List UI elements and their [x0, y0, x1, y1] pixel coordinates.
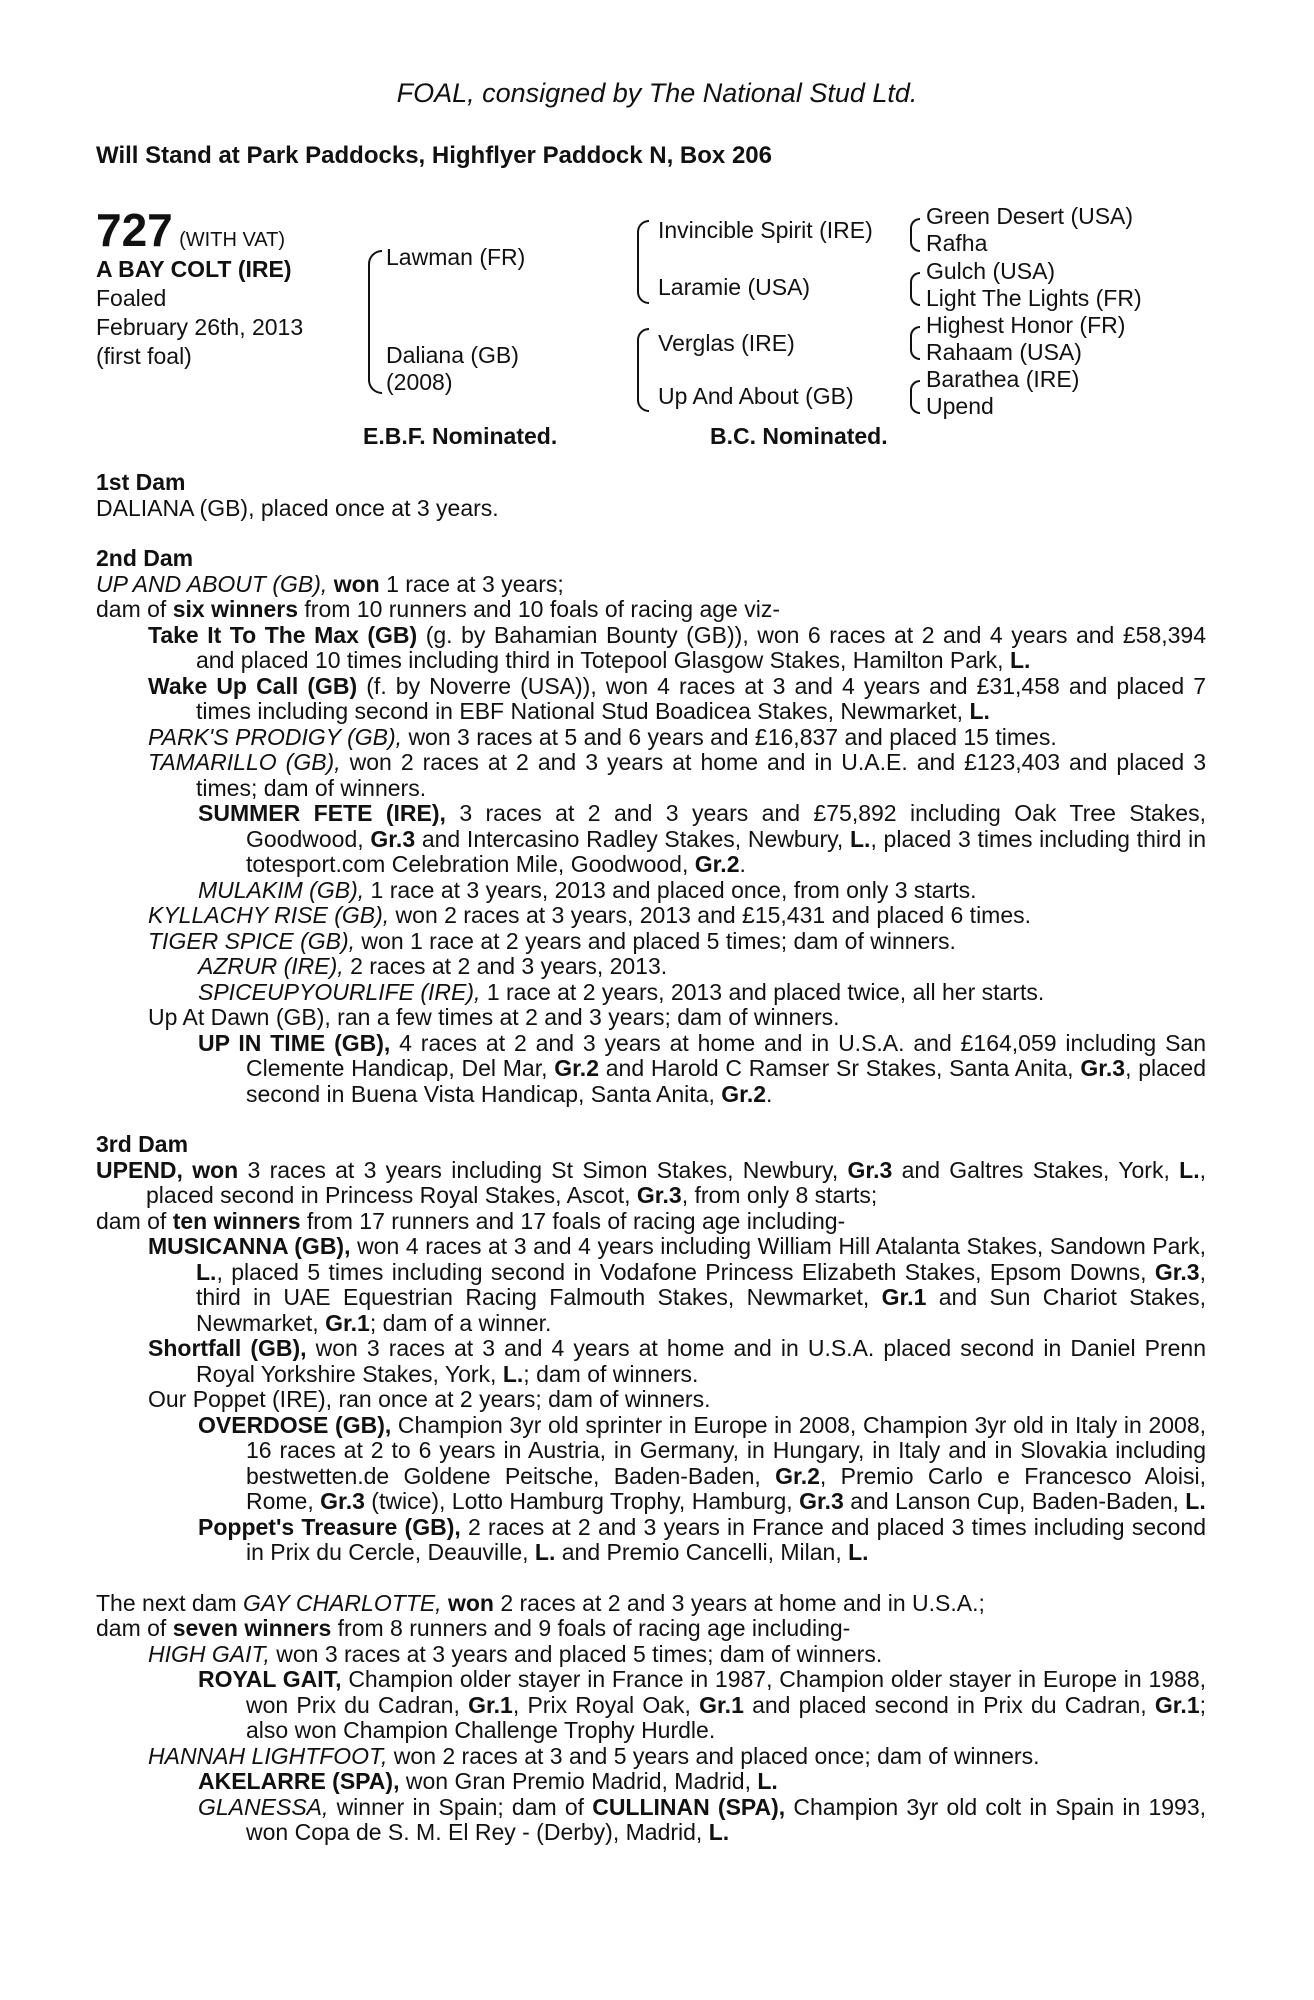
pedigree-brace-g3: [910, 326, 920, 360]
grandsire-2: Gulch (USA): [926, 258, 1056, 284]
list-item: AZRUR (IRE), 2 races at 2 and 3 years, 2013.: [198, 953, 668, 979]
list-item: OVERDOSE (GB), Champion 3yr old sprinter in Europe in 2008, Champion 3yr old in Italy in 2008, 16 races at 2 to 6 years in Austria, in Germany, in Hungary, in Italy and in Slovakia including bestwetten.de Goldene Peitsche, Baden-Baden, Gr.2, Premio Carlo e Francesco Aloisi, Rome, Gr.3 (twice), Lotto Hamburg Trophy, Hamburg, Gr.3 and Lanson Cup, Baden-Baden, L.: [198, 1411, 1207, 1514]
list-item: MUSICANNA (GB), won 4 races at 3 and 4 years including William Hill Atalanta Stakes, Sandown Park, L., placed 5 times including second in Vodafone Princess Elizabeth Stakes, Epsom Downs, Gr.3, third in UAE Equestrian Racing Falmouth Stakes, Newmarket, Gr.1 and Sun Chariot Stakes, Newmarket, Gr.1; dam of a winner.: [148, 1233, 1206, 1336]
dam: Daliana (GB): [386, 342, 519, 368]
list-item: Poppet's Treasure (GB), 2 races at 2 and 3 years in France and placed 3 times including second in Prix du Cercle, Deauville, L. and Premio Cancelli, Milan, L.: [198, 1513, 1206, 1565]
granddam-4: Upend: [926, 393, 994, 419]
foal-note: (first foal): [96, 343, 192, 369]
pedigree-brace-sire: [637, 220, 649, 304]
list-item: Up At Dawn (GB), ran a few times at 2 and 3 years; dam of winners.: [148, 1004, 840, 1030]
granddam-3: Rahaam (USA): [926, 339, 1082, 365]
list-item: Take It To The Max (GB) (g. by Bahamian Bounty (GB)), won 6 races at 2 and 4 years and £58,394 and placed 10 times including third in Totepool Glasgow Stakes, Hamilton Park, L.: [148, 621, 1207, 673]
pedigree-brace-g4: [910, 380, 920, 414]
next-dam-produce-line: dam of seven winners from 8 runners and 9 foals of racing age including-: [96, 1615, 851, 1641]
third-dam-produce-line: dam of ten winners from 17 runners and 17 foals of racing age including-: [96, 1207, 846, 1234]
granddam-1: Rafha: [926, 230, 988, 256]
second-dam-section: [96, 546, 1206, 1107]
third-dam-heading: 3rd Dam: [96, 1131, 189, 1157]
list-item: Shortfall (GB), won 3 races at 3 and 4 years at home and in U.S.A. placed second in Daniel Prenn Royal Yorkshire Stakes, York, L.; dam of winners.: [148, 1335, 1206, 1387]
granddam-2: Light The Lights (FR): [926, 285, 1142, 311]
list-item: TAMARILLO (GB), won 2 races at 2 and 3 years at home and in U.A.E. and £123,403 and placed 3 times; dam of winners.: [148, 749, 1206, 801]
grandsire-4: Barathea (IRE): [926, 366, 1080, 392]
list-item: TIGER SPICE (GB), won 1 race at 2 years and placed 5 times; dam of winners.: [148, 927, 956, 954]
second-dam-produce-line: dam of six winners from 10 runners and 10 foals of racing age viz-: [96, 596, 780, 622]
bc-nominated: B.C. Nominated.: [710, 423, 888, 449]
list-item: UP IN TIME (GB), 4 races at 2 and 3 years at home and in U.S.A. and £164,059 including San Clemente Handicap, Del Mar, Gr.2 and Harold C Ramser Sr Stakes, Santa Anita, Gr.3, placed second in Buena Vista Handicap, Santa Anita, Gr.2.: [198, 1029, 1207, 1107]
pedigree-brace-g2: [910, 272, 920, 306]
pedigree-brace-g1: [910, 218, 920, 252]
list-item: HIGH GAIT, won 3 races at 3 years and placed 5 times; dam of winners.: [148, 1640, 883, 1667]
list-item: MULAKIM (GB), 1 race at 3 years, 2013 and placed once, from only 3 starts.: [198, 876, 977, 903]
sire-sire: Invincible Spirit (IRE): [658, 217, 873, 243]
first-dam-heading: 1st Dam: [96, 469, 186, 495]
grandsire-3: Highest Honor (FR): [926, 312, 1126, 338]
first-dam-section: [96, 470, 1206, 521]
list-item: AKELARRE (SPA), won Gran Premio Madrid, Madrid, L.: [198, 1768, 778, 1794]
list-item: PARK'S PRODIGY (GB), won 3 races at 5 and 6 years and £16,837 and placed 15 times.: [148, 723, 1057, 750]
third-dam-section: [96, 1132, 1206, 1566]
second-dam-line: UP AND ABOUT (GB), won 1 race at 3 years;: [96, 570, 564, 597]
list-item: Our Poppet (IRE), ran once at 2 years; dam of winners.: [148, 1386, 711, 1412]
list-item: HANNAH LIGHTFOOT, won 2 races at 3 and 5 years and placed once; dam of winners.: [148, 1742, 1040, 1769]
list-item: SPICEUPYOURLIFE (IRE), 1 race at 2 years, 2013 and placed twice, all her starts.: [198, 978, 1045, 1005]
dam-sire: Verglas (IRE): [658, 330, 795, 356]
next-dam-line: The next dam GAY CHARLOTTE, won 2 races at 2 and 3 years at home and in U.S.A.;: [96, 1589, 985, 1616]
pedigree-brace-main: [368, 250, 382, 394]
list-item: GLANESSA, winner in Spain; dam of CULLINAN (SPA), Champion 3yr old colt in Spain in 1993, won Copa de S. M. El Rey - (Derby), Madrid, L.: [198, 1793, 1207, 1845]
foaled-date: February 26th, 2013: [96, 314, 304, 340]
sire: Lawman (FR): [386, 244, 526, 270]
dam-year: (2008): [386, 369, 453, 395]
pedigree-body: [96, 470, 1206, 1846]
lot-info: [96, 205, 303, 371]
sire-dam: Laramie (USA): [658, 274, 811, 300]
list-item: SUMMER FETE (IRE), 3 races at 2 and 3 years and £75,892 including Oak Tree Stakes, Goodwood, Gr.3 and Intercasino Radley Stakes, Newbury, L., placed 3 times including third in totesport.com Celebration Mile, Goodwood, Gr.2.: [198, 800, 1207, 877]
third-dam-line: UPEND, won 3 races at 3 years including St Simon Stakes, Newbury, Gr.3 and Galtres Stakes, York, L., placed second in Princess Royal Stakes, Ascot, Gr.3, from only 8 starts;: [96, 1156, 1206, 1208]
vat-note: (WITH VAT): [179, 229, 286, 251]
foaled-label: Foaled: [96, 285, 167, 311]
list-item: KYLLACHY RISE (GB), won 2 races at 3 years, 2013 and £15,431 and placed 6 times.: [148, 902, 1032, 928]
grandsire-1: Green Desert (USA): [926, 203, 1134, 229]
list-item: Wake Up Call (GB) (f. by Noverre (USA)), won 4 races at 3 and 4 years and £31,458 and placed 7 times including second in EBF National Stud Boadicea Stakes, Newmarket, L.: [148, 672, 1207, 724]
first-dam-text: DALIANA (GB), placed once at 3 years.: [96, 494, 499, 521]
second-dam-heading: 2nd Dam: [96, 545, 194, 571]
lot-description: A BAY COLT (IRE): [96, 256, 292, 282]
lot-number: 727: [96, 204, 173, 256]
next-dam-section: [96, 1591, 1206, 1846]
dam-dam: Up And About (GB): [658, 383, 854, 409]
pedigree-brace-dam: [637, 328, 649, 412]
consignor-line: FOAL, consigned by The National Stud Ltd.: [396, 78, 918, 108]
stand-location: Will Stand at Park Paddocks, Highflyer Paddock N, Box 206: [96, 142, 772, 169]
list-item: ROYAL GAIT, Champion older stayer in France in 1987, Champion older stayer in Europe in 1988, won Prix du Cadran, Gr.1, Prix Royal Oak, Gr.1 and placed second in Prix du Cadran, Gr.1; also won Champion Challenge Trophy Hurdle.: [198, 1666, 1207, 1743]
ebf-nominated: E.B.F. Nominated.: [363, 423, 558, 449]
